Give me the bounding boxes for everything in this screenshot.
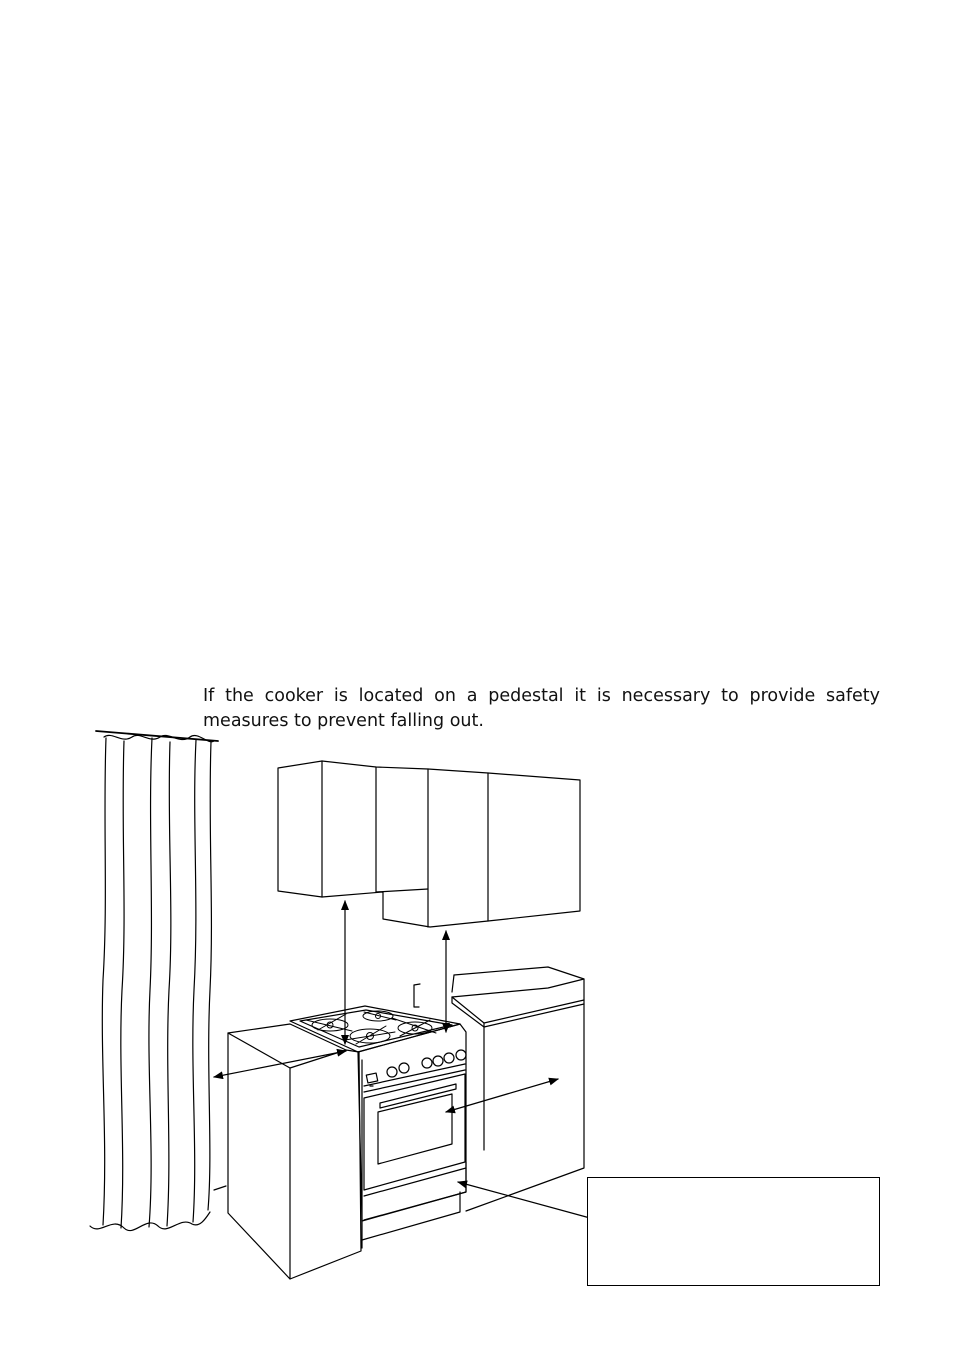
right-worktop-cabinet xyxy=(414,967,584,1211)
curtain xyxy=(90,731,226,1231)
cooker xyxy=(290,1006,466,1248)
left-base-cabinet xyxy=(228,1024,361,1279)
wall-cabinets xyxy=(278,761,580,927)
clearance-arrows-vertical xyxy=(345,901,446,1044)
safety-note: If the cooker is located on a pedestal it is necessary to provide safety measures to prevent falling out. xyxy=(203,686,880,731)
callout-box xyxy=(587,1177,880,1286)
callout-leader-line xyxy=(458,1182,590,1218)
